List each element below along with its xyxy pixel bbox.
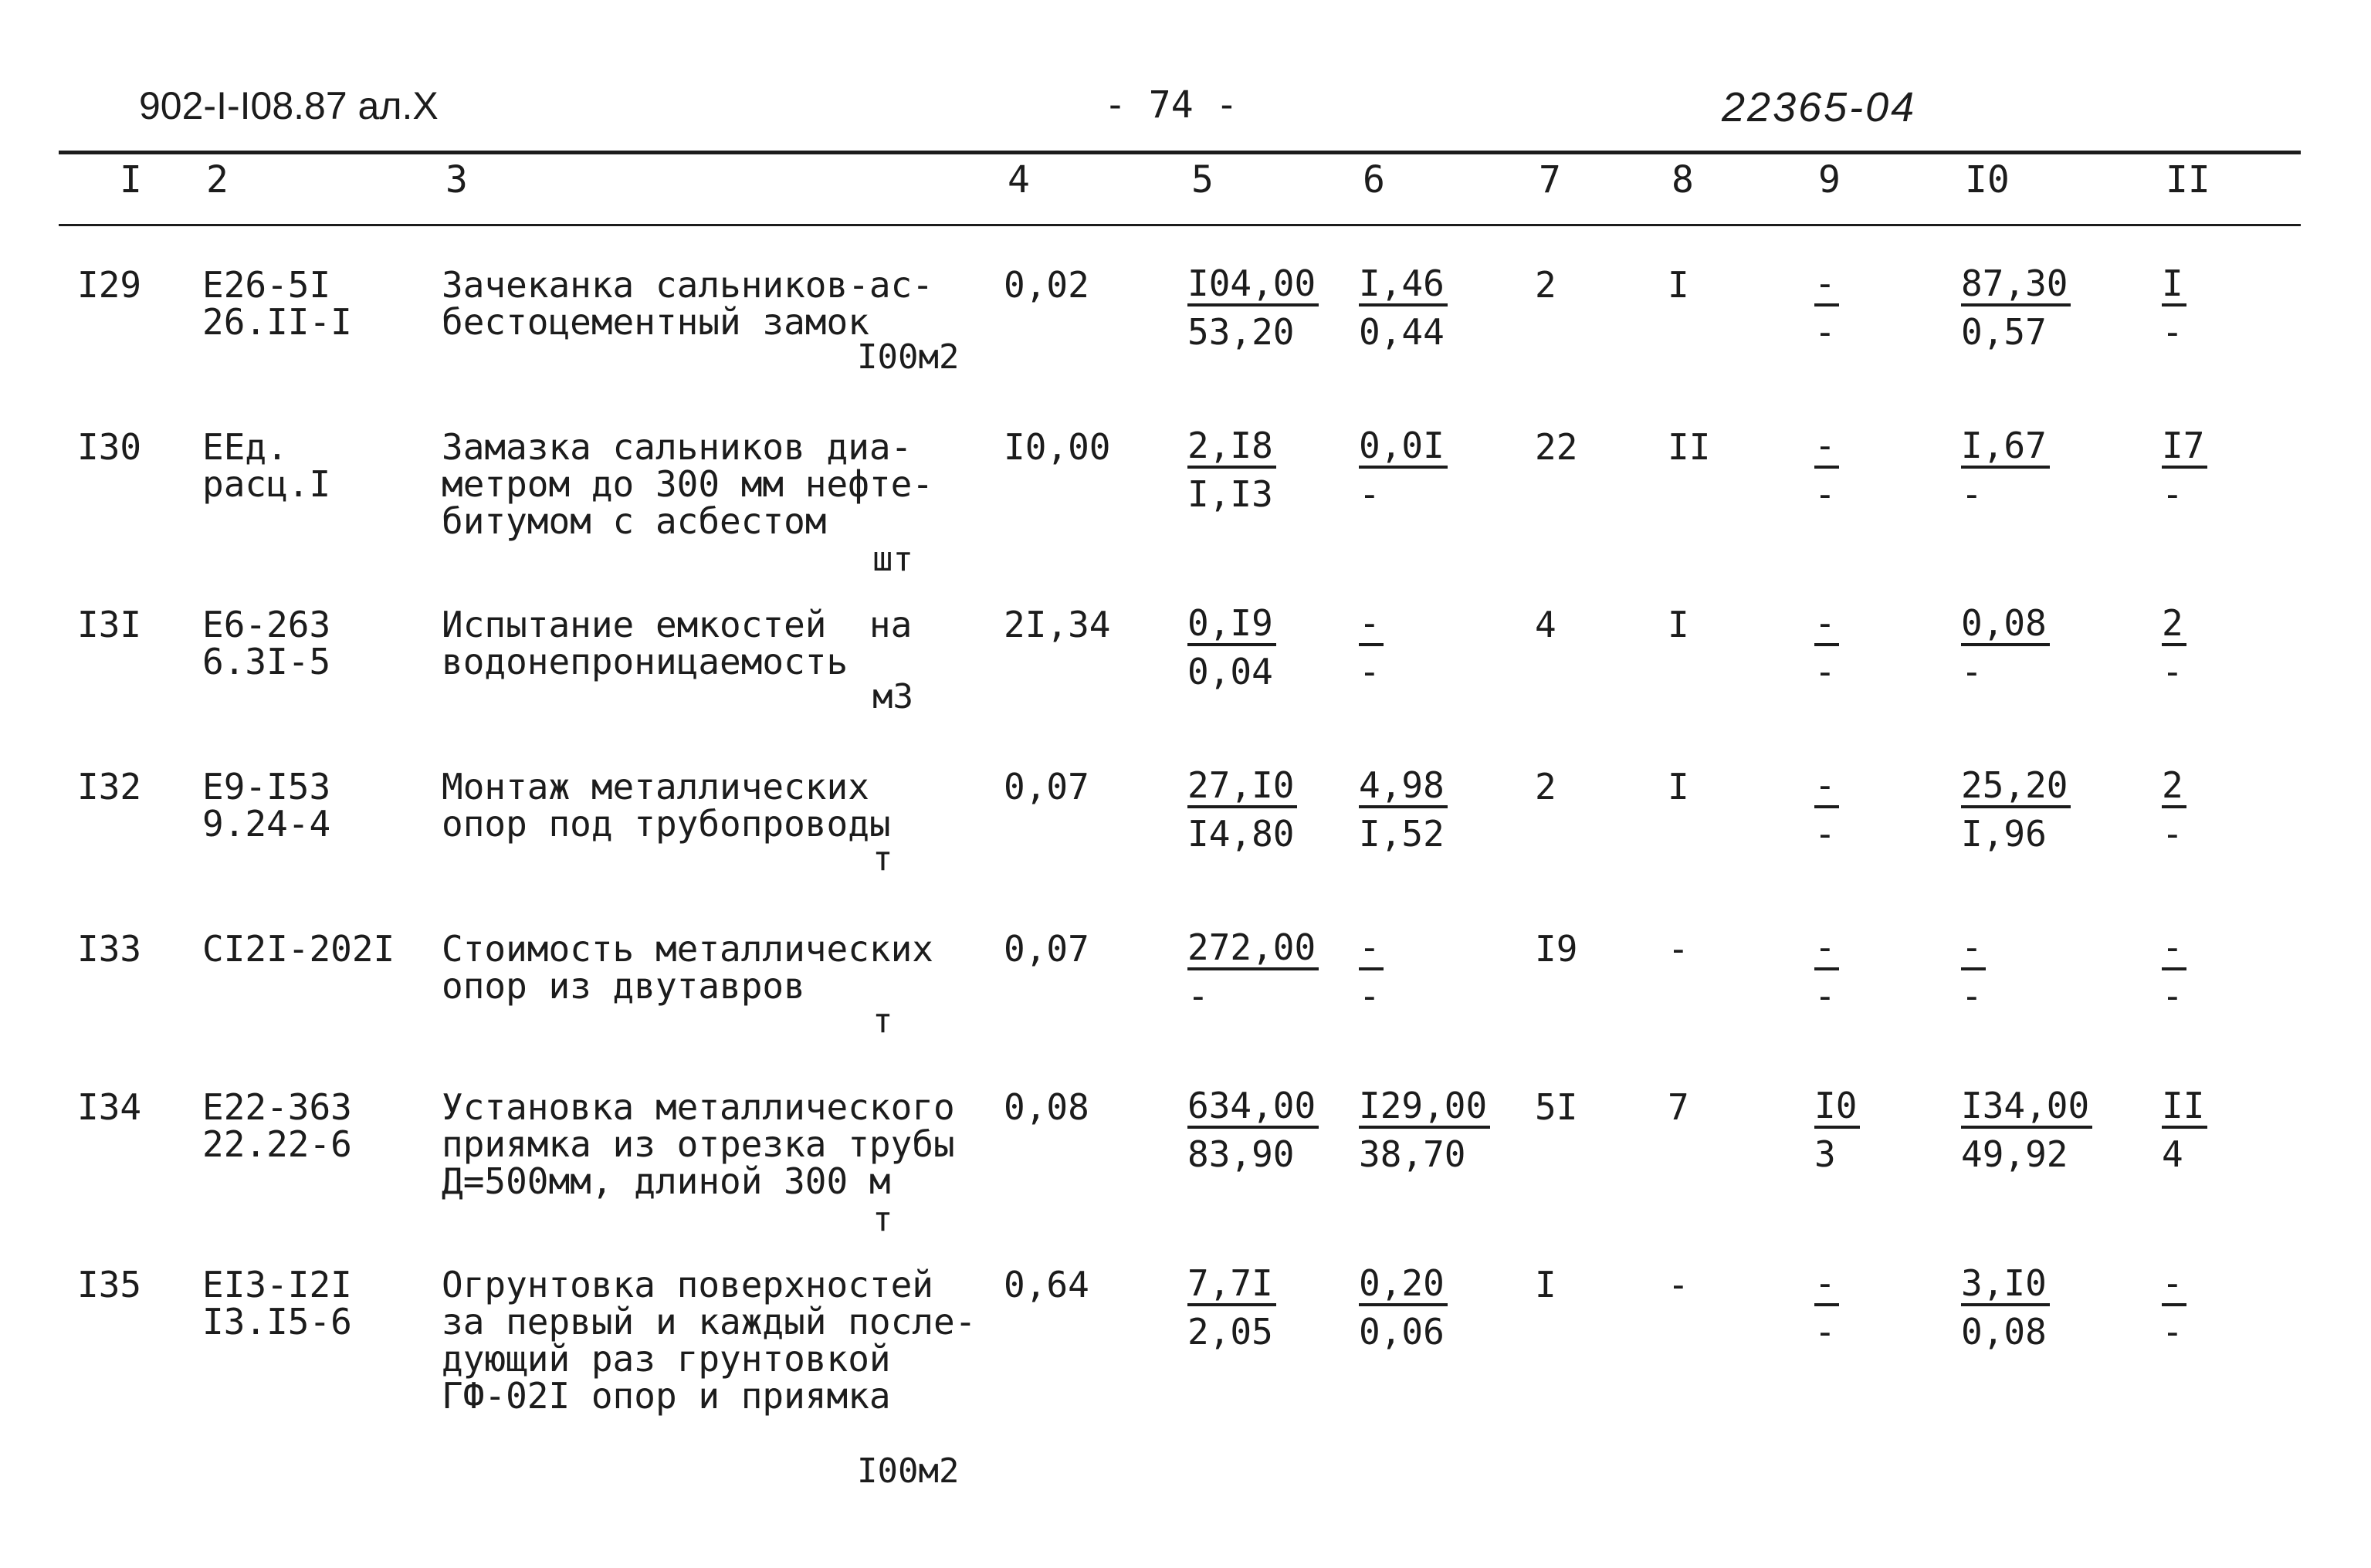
machine-cost-numerator: 4,98: [1359, 765, 1448, 808]
quantity: 0,07: [1004, 766, 1089, 808]
total-cost-numerator: 3,I0: [1961, 1263, 2050, 1306]
total-cost-denominator: I,96: [1961, 813, 2047, 855]
unit-cost: [1187, 263, 1319, 357]
col9-value-numerator: -: [1814, 765, 1839, 808]
work-description: ГФ-02I опор и приямка: [442, 1375, 891, 1417]
total-cost-numerator: -: [1961, 927, 1986, 970]
total-cost: [1961, 927, 1986, 1021]
machine-cost-numerator: -: [1359, 927, 1384, 970]
machine-cost-numerator: I29,00: [1359, 1085, 1490, 1129]
unit-cost-denominator: I4,80: [1187, 813, 1295, 855]
unit-cost-denominator: 2,05: [1187, 1311, 1273, 1353]
unit-cost-denominator: -: [1187, 975, 1209, 1017]
col7-value: 22: [1535, 426, 1578, 468]
machine-cost-denominator: I,52: [1359, 813, 1445, 855]
total-cost-numerator: 0,08: [1961, 603, 2050, 646]
col11-value: [2162, 1263, 2186, 1357]
total-cost: [1961, 603, 2050, 697]
col9-value-denominator: -: [1814, 813, 1836, 855]
rate-code: 26.II-I: [202, 301, 352, 343]
col11-value-denominator: -: [2162, 651, 2183, 693]
col11-value-numerator: I7: [2162, 425, 2207, 469]
quantity: 0,07: [1004, 928, 1089, 970]
machine-cost-numerator: 0,0I: [1359, 425, 1448, 469]
work-description: опор под трубопроводы: [442, 803, 891, 845]
total-cost-numerator: I34,00: [1961, 1085, 2092, 1129]
col9-value-denominator: -: [1814, 975, 1836, 1017]
work-description: Установка металлического: [442, 1086, 955, 1128]
row-number: I32: [77, 766, 142, 808]
total-cost-denominator: 49,92: [1961, 1133, 2068, 1175]
rate-code: EЕд.: [202, 426, 288, 468]
col8-value: 7: [1668, 1086, 1689, 1128]
col11-value-numerator: 2: [2162, 603, 2186, 646]
col9-value: [1814, 425, 1839, 520]
total-cost-denominator: -: [1961, 975, 1983, 1017]
work-description: Зачеканка сальников-ас-: [442, 264, 933, 306]
unit-cost: [1187, 1085, 1319, 1180]
work-description: приямка из отрезка трубы: [442, 1123, 955, 1165]
row-number: I35: [77, 1264, 142, 1306]
col9-value: [1814, 1263, 1839, 1357]
machine-cost-denominator: 38,70: [1359, 1133, 1466, 1175]
work-description: бестоцементный замок: [442, 301, 869, 343]
machine-cost-denominator: -: [1359, 651, 1380, 693]
measure-unit: т: [872, 1001, 893, 1041]
total-cost-numerator: I,67: [1961, 425, 2050, 469]
col9-value-denominator: -: [1814, 311, 1836, 353]
rate-code: 22.22-6: [202, 1123, 352, 1165]
col9-value: [1814, 263, 1839, 357]
col11-value: [2162, 263, 2186, 357]
column-number: 5: [1191, 158, 1214, 202]
col11-value: [2162, 927, 2186, 1021]
col9-value-denominator: -: [1814, 651, 1836, 693]
col9-value: [1814, 1085, 1860, 1180]
work-description: Замазка сальников диа-: [442, 426, 913, 468]
col11-value-denominator: -: [2162, 975, 2183, 1017]
col9-value: [1814, 765, 1839, 859]
unit-cost-numerator: 272,00: [1187, 927, 1319, 970]
rate-code: E9-I53: [202, 766, 331, 808]
col7-value: 2: [1535, 766, 1556, 808]
total-cost-denominator: 0,08: [1961, 1311, 2047, 1353]
total-cost-denominator: -: [1961, 651, 1983, 693]
rate-code: E22-363: [202, 1086, 352, 1128]
machine-cost-numerator: -: [1359, 603, 1384, 646]
col9-value-denominator: 3: [1814, 1133, 1836, 1175]
header-bottom-rule: [59, 224, 2301, 226]
total-cost: [1961, 263, 2071, 357]
work-description: Д=500мм, длиной 300 м: [442, 1160, 891, 1202]
col9-value-numerator: -: [1814, 425, 1839, 469]
col9-value-denominator: -: [1814, 473, 1836, 515]
total-cost: [1961, 765, 2071, 859]
page-number: - 74 -: [1104, 83, 1238, 127]
machine-cost: [1359, 927, 1384, 1021]
work-description: метром до 300 мм нефте-: [442, 463, 933, 505]
total-cost-denominator: -: [1961, 473, 1983, 515]
machine-cost-numerator: 0,20: [1359, 1263, 1448, 1306]
col9-value-numerator: -: [1814, 263, 1839, 306]
col8-value: I: [1668, 264, 1689, 306]
quantity: 2I,34: [1004, 604, 1111, 645]
unit-cost: [1187, 765, 1297, 859]
unit-cost-numerator: 27,I0: [1187, 765, 1297, 808]
total-cost: [1961, 425, 2050, 520]
machine-cost: [1359, 263, 1448, 357]
unit-cost: [1187, 425, 1276, 520]
column-number: 2: [206, 158, 229, 202]
col11-value-denominator: -: [2162, 1311, 2183, 1353]
measure-unit: т: [872, 1200, 893, 1239]
rate-code: расц.I: [202, 463, 331, 505]
work-description: опор из двутавров: [442, 965, 805, 1007]
machine-cost: [1359, 603, 1384, 697]
work-description: водонепроницаемость: [442, 641, 848, 682]
total-cost: [1961, 1263, 2050, 1357]
col11-value: [2162, 1085, 2207, 1180]
work-description: Монтаж металлических: [442, 766, 869, 808]
machine-cost-denominator: 0,44: [1359, 311, 1445, 353]
col11-value: [2162, 425, 2207, 520]
column-number: 9: [1818, 158, 1841, 202]
unit-cost: [1187, 927, 1319, 1021]
row-number: I34: [77, 1086, 142, 1128]
col11-value: [2162, 603, 2186, 697]
work-description: Испытание емкостей на: [442, 604, 913, 645]
unit-cost-denominator: I,I3: [1187, 473, 1273, 515]
rate-code: EI3-I2I: [202, 1264, 352, 1306]
col11-value-denominator: -: [2162, 311, 2183, 353]
column-number: I0: [1965, 158, 2010, 202]
col11-value-denominator: -: [2162, 473, 2183, 515]
col7-value: 2: [1535, 264, 1556, 306]
unit-cost: [1187, 1263, 1276, 1357]
column-number: 8: [1672, 158, 1694, 202]
col9-value-numerator: -: [1814, 603, 1839, 646]
col8-value: I: [1668, 604, 1689, 645]
rate-code: E6-263: [202, 604, 331, 645]
col8-value: -: [1668, 928, 1689, 970]
machine-cost-denominator: 0,06: [1359, 1311, 1445, 1353]
row-number: I29: [77, 264, 142, 306]
quantity: I0,00: [1004, 426, 1111, 468]
column-number: 7: [1539, 158, 1561, 202]
quantity: 0,02: [1004, 264, 1089, 306]
col7-value: I: [1535, 1264, 1556, 1306]
col8-value: -: [1668, 1264, 1689, 1306]
col9-value: [1814, 603, 1839, 697]
header-top-rule: [59, 151, 2301, 154]
unit-cost-numerator: I04,00: [1187, 263, 1319, 306]
column-number: I: [120, 158, 142, 202]
column-number: 3: [445, 158, 468, 202]
col7-value: 4: [1535, 604, 1556, 645]
rate-code: I3.I5-6: [202, 1301, 352, 1343]
col8-value: II: [1668, 426, 1711, 468]
col9-value-denominator: -: [1814, 1311, 1836, 1353]
total-cost-numerator: 25,20: [1961, 765, 2071, 808]
col8-value: I: [1668, 766, 1689, 808]
work-description: Стоимость металлических: [442, 928, 933, 970]
total-cost: [1961, 1085, 2092, 1180]
work-description: за первый и каждый после-: [442, 1301, 977, 1343]
measure-unit: I00м2: [857, 1451, 960, 1491]
unit-cost-denominator: 0,04: [1187, 651, 1273, 693]
rate-code: CI2I-202I: [202, 928, 395, 970]
unit-cost-numerator: 0,I9: [1187, 603, 1276, 646]
col11-value-numerator: -: [2162, 927, 2186, 970]
measure-unit: I00м2: [857, 337, 960, 377]
col11-value-denominator: 4: [2162, 1133, 2183, 1175]
col11-value-numerator: I: [2162, 263, 2186, 306]
unit-cost-numerator: 7,7I: [1187, 1263, 1276, 1306]
total-cost-numerator: 87,30: [1961, 263, 2071, 306]
col11-value-denominator: -: [2162, 813, 2183, 855]
unit-cost: [1187, 603, 1276, 697]
col7-value: 5I: [1535, 1086, 1578, 1128]
machine-cost-denominator: -: [1359, 473, 1380, 515]
machine-cost: [1359, 425, 1448, 520]
row-number: I33: [77, 928, 142, 970]
col9-value-numerator: I0: [1814, 1085, 1860, 1129]
machine-cost: [1359, 1085, 1490, 1180]
col11-value-numerator: -: [2162, 1263, 2186, 1306]
col11-value: [2162, 765, 2186, 859]
work-description: битумом с асбестом: [442, 500, 827, 542]
total-cost-denominator: 0,57: [1961, 311, 2047, 353]
work-description: Огрунтовка поверхностей: [442, 1264, 933, 1306]
col11-value-numerator: II: [2162, 1085, 2207, 1129]
measure-unit: т: [872, 839, 893, 879]
col9-value-numerator: -: [1814, 1263, 1839, 1306]
column-number: 4: [1008, 158, 1030, 202]
measure-unit: шт: [872, 540, 913, 579]
rate-code: 9.24-4: [202, 803, 331, 845]
rate-code: E26-5I: [202, 264, 331, 306]
col9-value: [1814, 927, 1839, 1021]
unit-cost-numerator: 2,I8: [1187, 425, 1276, 469]
document-reference: 902-I-I08.87 ал.X: [139, 84, 439, 127]
machine-cost: [1359, 765, 1448, 859]
machine-cost-denominator: -: [1359, 975, 1380, 1017]
machine-cost-numerator: I,46: [1359, 263, 1448, 306]
unit-cost-numerator: 634,00: [1187, 1085, 1319, 1129]
row-number: I30: [77, 426, 142, 468]
unit-cost-denominator: 83,90: [1187, 1133, 1295, 1175]
col7-value: I9: [1535, 928, 1578, 970]
quantity: 0,64: [1004, 1264, 1089, 1306]
rate-code: 6.3I-5: [202, 641, 331, 682]
column-number: 6: [1363, 158, 1385, 202]
quantity: 0,08: [1004, 1086, 1089, 1128]
col9-value-numerator: -: [1814, 927, 1839, 970]
measure-unit: м3: [872, 677, 913, 716]
column-number: II: [2166, 158, 2210, 202]
row-number: I3I: [77, 604, 142, 645]
col11-value-numerator: 2: [2162, 765, 2186, 808]
machine-cost: [1359, 1263, 1448, 1357]
sheet-code: 22365-04: [1722, 84, 1917, 130]
unit-cost-denominator: 53,20: [1187, 311, 1295, 353]
work-description: дующий раз грунтовкой: [442, 1338, 891, 1380]
